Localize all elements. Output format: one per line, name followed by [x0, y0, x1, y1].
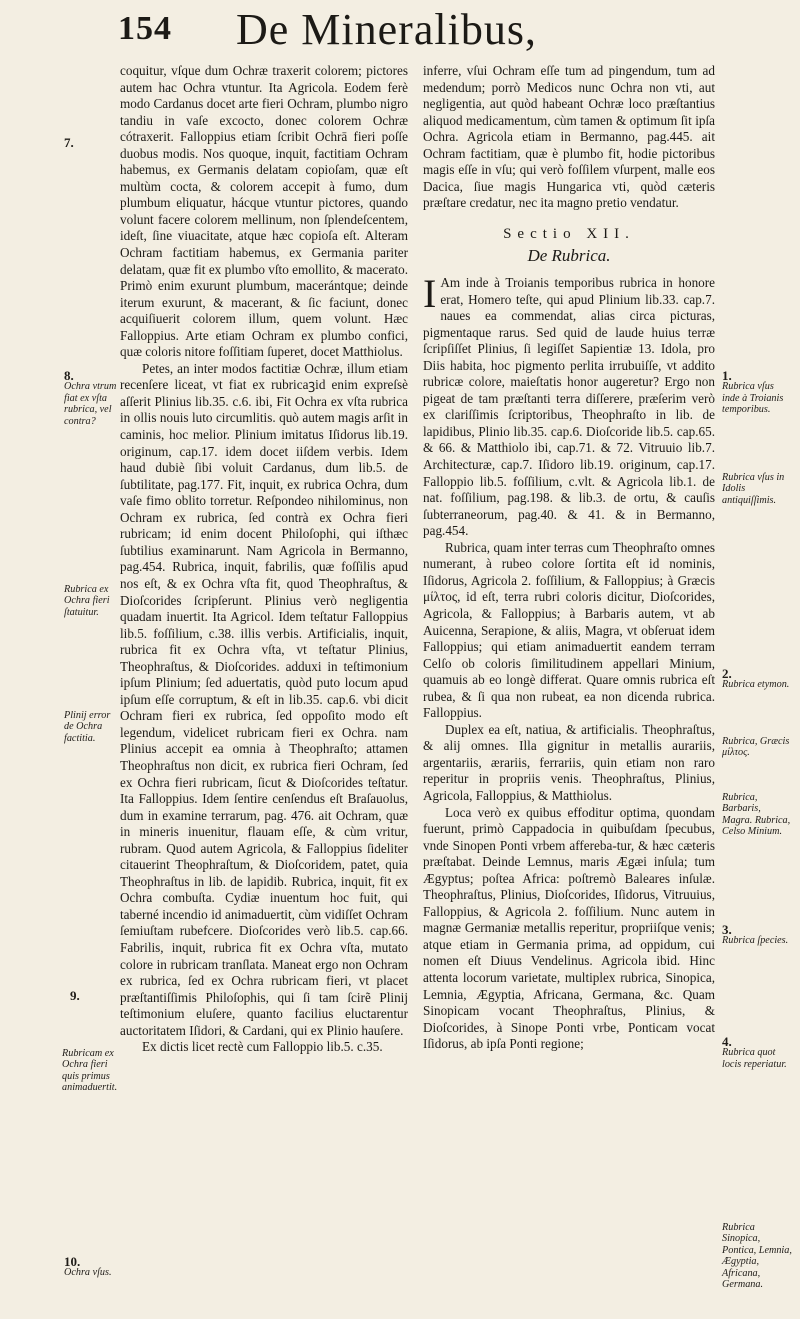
paragraph-with-dropcap [423, 271, 715, 540]
margin-note-primus [62, 1048, 118, 1094]
paragraph: Ex dictis licet rectè cum Falloppio lib.5. c.35. [142, 1039, 383, 1055]
drop-capital: I [423, 271, 437, 317]
margin-note-text: Rubrica ex Ochra fieri ſtatuitur. [64, 584, 110, 618]
margin-note-rubrica-ex-ochra [64, 584, 118, 618]
paragraph: Duplex ea eſt, natiua, & artificialis. Theophraſtus, & alij omnes. Illa gignitur in metallis aurariis, argentariis, ærariis, ferrariis, quin etiam non raro reperitur in propriis venis. Theophraſtus, Plinius, Agricola, Falloppius, & Matthiolus. [423, 721, 715, 803]
margin-note-text: Ochra vtrum fiat ex vſta rubrica, vel contra? [64, 381, 117, 427]
margin-note-9 [70, 990, 118, 1001]
paragraph: Loca verò ex quibus effoditur optima, quondam fuerunt, primò Cappadocia in quibuſdam ſpecubus, vnde Sinopen Ponti vrbem affereba-tur, & hæc cæteris præſtabat. Deinde Lemnus, maris Ægæi inſula; tum Ægyptus; poſtea Africa: poſtremò Baleares inſulæ. Theophraſtus, Plinius, Dioſcorides, Iſidorus, Vitruuius, Falloppius, & Agricola 2. foſſilium. Nunc autem in magnæ Germaniæ metallis reperitur, propriiſque venis; atque etiam in Germania prima, ad oppidum, cui nomen eſt Diuus Vendelinus. Agricola ibid. Hinc attenta locorum varietate, multiplex rubrica, Sinopica, Lemnia, Ægyptia, Africana, Germana, &c. Quam Sinopicam vocant Theophraſtus, Plinius, & Dioſcorides, à Sinope Ponti vrbe, Ponticam vocat Iſidorus, ab ipſa Ponti regione; [423, 804, 715, 1052]
margin-note-7 [64, 137, 114, 148]
margin-note-number: 10. [64, 1254, 81, 1269]
margin-note-4 [722, 1036, 792, 1070]
paragraph-text: Am inde à Troianis temporibus rubrica in honore erat, Homero teſte, qui apud Plinium lib.33. cap.7. naues ea commendat, alias circa picturas, pigmentaque rarus. Sed quid de laude huius terræ ſcripſiſſet Plinius, ſi legiſſet Sapientiæ 13. Idola, pro Diis habita, hoc pigmento perlita irrubuiſſe, vt addito rubricæ colore, maieſtatis honor augeretur? Ergo non pigeat de tam præſtanti terra diſſerere, præſerim verò ex clariſſimis ſcriptoribus, Theophraſto in lib. de lapidibus, Plinio lib.35. cap.6. Dioſcoride lib.5. cap.65. & 66. & Matthiolo ibi, cap.71. & 72. Vitruuio lib.7. Architecturæ, cap.7. Iſidoro lib.19. originum, cap.17. Falloppio lib.5. foſſilium, c.vlt. & Agricola lib.1. de nat. foſſilium, pag.198. & lib.3. de ortu, & cauſis ſubterraneorum, pag.40. & 41. & in Bermanno, pag.454. [423, 275, 715, 539]
margin-note-number: 1. [722, 368, 732, 383]
margin-note-number: 3. [722, 922, 732, 937]
margin-note-text: Rubrica, Græcis μίλτος. [722, 736, 790, 759]
margin-note-1 [722, 370, 792, 416]
margin-note-species-list [722, 1222, 792, 1290]
paragraph: Petes, an inter modos factitiæ Ochræ, illum etiam recenſere liceat, vt fiat ex rubricaꝫid enim expreſsè aſſerit Plinius lib.35. c.6. ibi, Fit Ochra ex vſta rubrica in ollis nouis luto circumlitis. quò autem magis arſit in caminis, hoc melior. Plinium imitatus Iſidorus lib.19. originum, cap.17. idem docet iiſdem verbis. Idem haud dubiè ſibi voluit Cardanus, dum lib.5. de ſubtilitate, pag.177. Fit, inquit, ex rubrica Ochra, dum vaſe fimo oblito torretur. Reſpondeo nihilominus, non Ochram ex rubrica, ſed contrà ex Ochra fieri rubricam; id enim docent Philoſophi, qui iſthæc ſubtilius examinarunt. Nam Agricola in Bermanno, pag.454. Rubrica, inquit, fabrilis, quæ foſſilis apud nos eſt, & ex Ochra vſta fit, quod Theophraſtus, & Dioſcorides ſcripſerunt. Plinius verò negligentia quadam inuertit. Ita Agricol. Idem teſtatur Falloppius lib.5. foſſilium, c.38. illis verbis. Artificialis, inquit, rubrica fit ex Ochra vſta, vt teſtatur Plinius, Theophraſtus, & Dioſcorides. adduxi in teſtimonium ipſum Plinium; ſed aduertatis, quòd puto locum apud ipſum eſſe corruptum, & eſt in lib.35. cap.6. vbi dicit Ochram fieri ex rubrica, ſed oppoſito modo eſt legendum, videlicet rubricam fieri ex Ochra. nam Plinius accepit ea omnia à Theophraſto; attamen Theophraſtus non dicit, ex rubrica fieri Ochram, ſed ex Ochra fieri rubricam, ſicut & Dioſcorides teſtatur. Ita Falloppius. Idem ſentire cenſendus eſt Braſauolus, dum in examine terrarum, pag. 476. ait Ochram, quæ in mineris inuenitur, flauam eſſe, & cùm vritur, rubram. Quod autem Agricola, & Falloppius ſideliter citauerint Theophraſtum, & Dioſcoridem, patet, quia Theophraſtus in lib. de lapidib. Rubrica, inquit, fit ex Ochra combuſta. Cydiæ inuentum hoc fuit, qui taberné incendio id animaduertit, cùm vidiſſet Ochram ſemiuſtam rubefcere. Dioſcorides verò lib.5. cap.66. Fabrilis, inquit, rubrica fit ex Ochra vſta, mutato colore in rubricam tranſlata. Maneat ergo non Ochram ex rubrica, ſed ex Ochra rubricam fieri, vt placet præſtantiſſimis Philoſophis, qui ſi tam ſcirẽ Plinij teſtimonium eluſere, quanto facilius eluctarentur auctoritatem Iſidori, & Cardani, qui ex Plinio hauſere. [120, 360, 408, 1038]
margin-note-text: Rubrica quot locis reperiatur. [722, 1047, 787, 1070]
section-subtitle: De Rubrica. [527, 246, 611, 266]
margin-note-number: 8. [64, 368, 74, 383]
page-number: 154 [118, 10, 172, 47]
margin-note-text: Plinij error de Ochra factitia. [64, 710, 111, 744]
margin-note-number: 9. [70, 988, 80, 1003]
paragraph: coquitur, vſque dum Ochræ traxerit colorem; pictores autem hac Ochra vtuntur. Ita Agricola. Eodem ferè modo Cardanus docet arte fieri Ochram, plumbo nigro tandiu in vaſe excocto, donec colorem Ochræ cótraxerit. Falloppius etiam ſcribit Ochrā fieri poſſe duobus modis. Nos quoque, inquit, factitiam Ochram habemus, ex Germanis delatam copioſam, quæ eſt multùm cocta, & colorem accepit à fumo, dum plumbum eliquatur, hácque vtuntur pictores, quando volunt facere colorem mellinum, non ſplendeſcentem, ideſt, ſine viuacitate, atque hæc copioſa eſt. Alteram Ochram factitiam habemus, ex Germania pariter delatam, quæ fit ex plumbo vſto emollito, & macerato. Primò enim exurunt plumbum, macerántque; deinde iterum exurunt, & macerant, & ſic faciunt, donec acquiſiuerit colorem illum, quem volunt. Hæc Falloppius. Arte etiam Ochram ex plumbo confici, quæ coloris nitore foſſitiam ſuperet, docet Matthiolus. [120, 63, 408, 360]
margin-note-text: Rubrica etymon. [722, 679, 790, 691]
margin-note-graecis [722, 736, 792, 759]
margin-note-number: 2. [722, 666, 732, 681]
margin-note-text: Rubricam ex Ochra fieri quis primus animaduertit. [62, 1048, 118, 1094]
margin-note-number: 4. [722, 1034, 732, 1049]
paragraph: Rubrica, quam inter terras cum Theophraſto omnes numerant, à rubeo colore ſortita eſt id nominis, Iſidorus, Agricola 2. foſſilium, & Falloppius; à Græcis μίλτος, id eſt, terra rubri coloris dicitur, Dioſcorides, Agricola, & Falloppius; à Barbaris autem, vt ab Auicenna, Serapione, & aliis, Magra, vt obſeruat idem Falloppius; qui etiam animaduertit eandem terram Celſo ob coloris ſimilitudinem appellari Minium, quamuis ab eo longè differat. Quare omnis rubrica eſt rubea, & ſi qua non rubeat, ea non dicenda rubrica. Falloppius. [423, 539, 715, 721]
margin-note-text: Rubrica Sinopica, Pontica, Lemnia, Ægyptia, Africana, Germana. [722, 1222, 792, 1291]
margin-note-text: Rubrica ſpecies. [722, 935, 789, 947]
margin-note-10 [64, 1256, 118, 1279]
section-heading: Sectio XII. [503, 225, 635, 242]
margin-note-idolis [722, 472, 792, 506]
margin-note-text: Rubrica vſus in Idolis antiquiſſimis. [722, 472, 785, 506]
margin-note-text: Ochra vſus. [64, 1267, 112, 1279]
margin-note-plinij-error [64, 710, 118, 744]
margin-note-text: Rubrica vſus inde à Troianis temporibus. [722, 381, 784, 416]
running-title: De Mineralibus, [236, 5, 537, 54]
margin-note-number: 7. [64, 135, 74, 150]
margin-note-2 [722, 668, 792, 691]
margin-note-text: Rubrica, Barbaris, Magra. Rubrica, Celso Minium. [722, 792, 791, 838]
margin-note-3 [722, 924, 792, 947]
paragraph: inferre, vſui Ochram eſſe tum ad pingendum, tum ad medendum; porrò Medicos nunc Ochra non vti, aut negligentia, aut quòd habeant Ochræ loco præſtantius aliquod medicamentum, cùm tamen & optimum ſit ipſa Ochra. Agricola etiam in Bermanno, pag.445. ait Ochram factitiam, quæ è plumbo fit, hodie pictoribus magis eſſe in vſu; qui verò foſſilem vſurpent, malle eos Dacica, ſiue magis Hungarica vti, quòd cæteris præſtare credatur, nec ita magno pretio vendatur. [423, 63, 715, 211]
left-column [120, 63, 408, 1056]
margin-note-barbaris [722, 792, 792, 838]
margin-note-8 [64, 370, 118, 427]
right-column [423, 63, 715, 1053]
